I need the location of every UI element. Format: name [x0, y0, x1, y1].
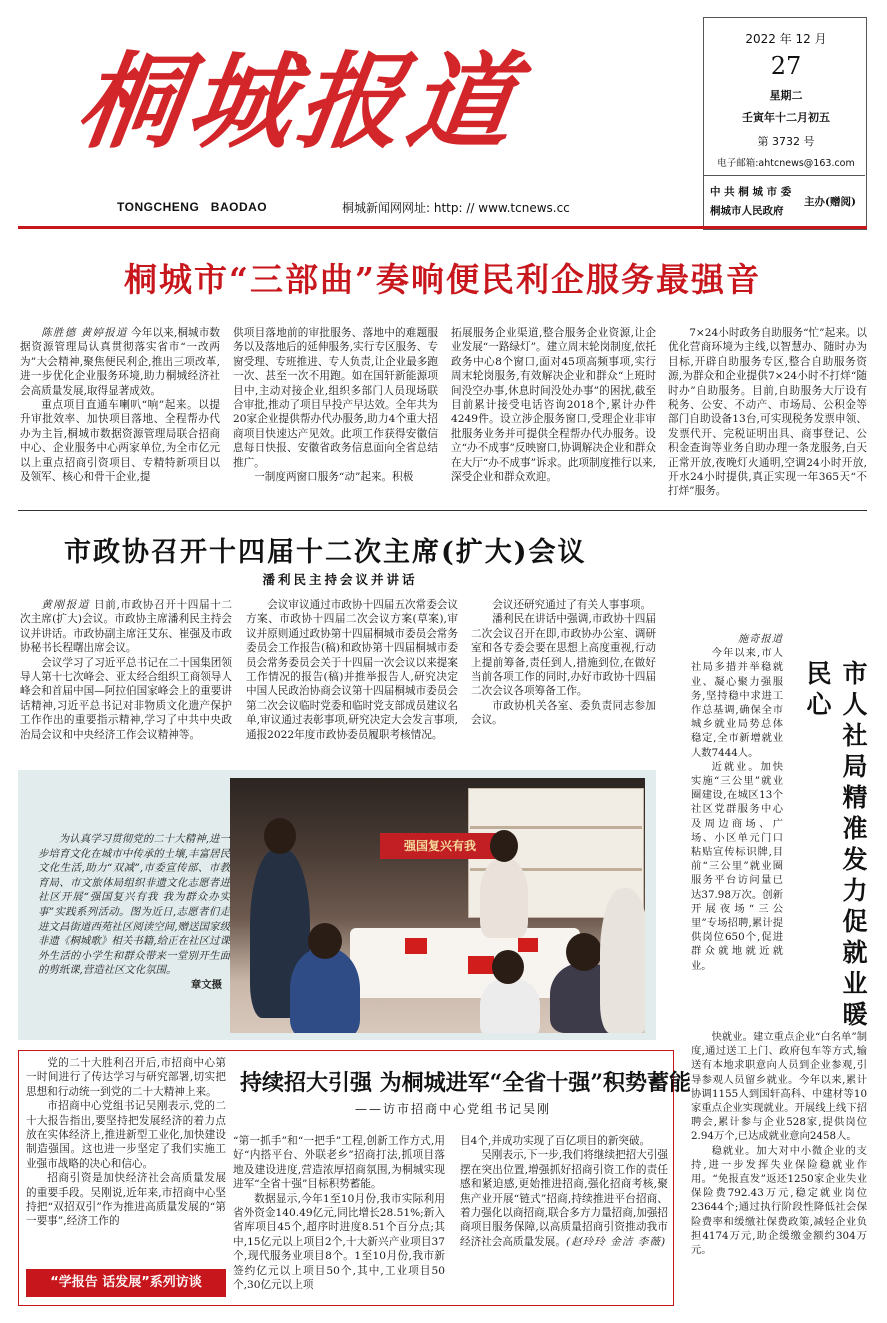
child-head: [566, 933, 602, 971]
article3-byline: 施奇报道: [737, 633, 783, 645]
photo-caption: [38, 832, 230, 993]
article2-para: 潘利民在讲话中强调,市政协十四届二次会议召开在即,市政协办公室、调研室和各专委会要在思想上高度重视,行动上提前筹备,责任到人,措施到位,在做好当前各项工作的同时,办好市政协十四届二次会议各项筹备工作。: [471, 613, 656, 698]
article2-col2: [246, 598, 458, 742]
article4-headline: 持续招大引强 为桐城进军“全省十强”积势蓄能: [240, 1070, 691, 1096]
article2-subhead: 潘利民主持会议并讲话: [262, 572, 418, 587]
photo-caption-text: 为认真学习贯彻党的二十大精神,进一步培育文化在城市中传承的土壤,丰富居民文化生活,助力“双减”,市委宣传部、市教育局、市文旅体局组织非遗文化志愿者进社区开展“强国复兴有我 我为群众办实事”实践系列活动。图为近日,志愿者们走进文昌街道西苑社区阅读空间,赠送国家级非遗《桐城歌》相关书籍,给正在社区过课外生活的小学生和群众带来一堂别开生面的剪纸课,营造社区文化氛围。: [38, 833, 230, 977]
date-lunar: 壬寅年十二月初五: [742, 111, 830, 124]
bookshelf-row: [470, 826, 642, 829]
adult-figure: [600, 888, 645, 1033]
article1-col1: [20, 326, 220, 484]
article4-para: 数据显示,今年1至10月份,我市实际利用省外资金140.49亿元,同比增长28.51%;新入省库项目45个,超序时进度8.51个百分点;其中,15亿元以上项目2个,十大新兴产业项目37个,现代服务业项目8个。1至10月份,我市新签约亿元以上项目50个,其中,工业项目50个,30亿元以上项: [233, 1192, 445, 1292]
article2-para: 会议还研究通过了有关人事事项。: [492, 599, 652, 611]
article3-para: 快就业。建立重点企业“白名单”制度,通过送工上门、政府包车等方式,输送有本地求职意向人员到企业参观,引导参观人员留乡就业。今年以来,累计协调1155人到国轩高科、中建材等10家重点企业实现就业。开展线上线下招聘会,累计参与企业528家,提供岗位2.94万个,已达成就业意向2458人。: [691, 1031, 867, 1143]
article4-subhead: ——访市招商中心党组书记吴刚: [355, 1102, 552, 1116]
article3-col-wide: [691, 1030, 867, 1257]
article4-para: 市招商中心党组书记吴刚表示,党的二十大报告指出,要坚持把发展经济的着力点放在实体经济上,推进新型工业化,加快建设制造强国。这也进一步坚定了我们实施工业强市战略的决心和信心。: [26, 1100, 226, 1170]
photo-box: [18, 770, 656, 1040]
article1-col4: [668, 326, 867, 499]
article1-col2: [233, 326, 438, 484]
volunteer-head: [490, 830, 518, 862]
volunteer-figure: [480, 858, 528, 938]
article1-para: 今年以来,桐城市数据资源管理局认真贯彻落实省市“一改两为”大会精神,聚焦便民利企,推出三项改革,进一步优化企业服务环境,助力桐城经济社会高质量发展,取得显著成效。: [20, 327, 221, 397]
article1-para: 供项目落地前的审批服务、落地中的难题服务以及落地后的延伸服务,实行专区服务、专窗受理、专班推进、专人负责,让企业最多跑一次、甚至一次不用跑。如在国轩新能源项目中,主动对接企业,组织多部门人员现场联合审批,推动了项目早投产早达效。全年共为20家企业提供帮办代办服务,助力4个重大招商项目快速达产见效。此项工作获得安徽信息每日快报、安徽省政务信息面向全省总结推广。: [233, 327, 438, 469]
article1-para: 拓展服务企业渠道,整合服务企业资源,让企业发展“一路绿灯”。建立周末轮岗制度,依托政务中心8个窗口,面对45项高频事项,实行周末轮岗服务,有效解决企业和群众“上班时间没空办事,休息时间没处办事”的困扰,截至目前累计接受电话咨询2018个,累计办件4249件。设立涉企服务窗口,受理企业非审批服务业务并可提供全程帮办代办服务。设立“办不成事”反映窗口,协调解决企业和群众在大厅“办不成事”诉求。此项制度推行以来,深受企业和群众欢迎。: [451, 327, 656, 484]
article4-col3: [460, 1134, 668, 1249]
website-url[interactable]: 桐城新闻网网址: http: // www.tcnews.cc: [342, 201, 570, 215]
article2-col3: [471, 598, 656, 728]
sponsor-suffix: 主办(赠阅): [804, 196, 856, 208]
article1-col3: [451, 326, 656, 484]
article2-headline: 市政协召开十四届十二次主席(扩大)会议: [64, 537, 587, 568]
article1-para: 重点项目直通车喇叭“响”起来。以提升审批效率、加快项目落地、全程帮办代办为主旨,桐城市数据资源管理局联合招商中心、企业服务中心两家单位,为全市亿元以上重点招商引资项目、专精特新项目以及领军、核心和骨干企业,提: [20, 399, 220, 484]
article4-para: “第一抓手”和“一把手”工程,创新工作方式,用好“内搭平台、外联老乡”招商打法,抓项目落地及建设进度,营造浓厚招商氛围,为桐城实现进军“全省十强”目标积势蓄能。: [233, 1135, 445, 1191]
date-year-month: 2022 年 12 月: [745, 32, 827, 46]
email[interactable]: 电子邮箱:ahtcnews@163.com: [717, 158, 855, 169]
red-papercut: [518, 938, 538, 952]
issue-number: 第 3732 号: [757, 135, 815, 148]
child-head: [308, 923, 342, 959]
masthead-title: 桐城报道: [70, 40, 528, 163]
activity-banner: 强国复兴有我: [380, 833, 500, 859]
date-box: [703, 17, 867, 230]
article1-byline: 陈胜德 黄婷报道: [41, 327, 128, 339]
sponsor-2: 桐城市人民政府: [710, 205, 784, 217]
sponsor-1: 中 共 桐 城 市 委: [710, 186, 792, 198]
article4-para: 目4个,并成功实现了百亿项目的新突破。: [460, 1135, 651, 1147]
article2-byline: 黄刚报道: [41, 599, 91, 611]
child-head: [492, 950, 524, 984]
article4-byline: (赵玲玲 金洁 李薇): [565, 1235, 667, 1248]
photo-credit: 章文摄: [190, 978, 222, 991]
date-box-divider: [704, 175, 865, 176]
child-figure: [290, 948, 360, 1033]
article4-para: 吴刚表示,下一步,我们将继续把招大引强摆在突出位置,增强抓好招商引资工作的责任感和紧迫感,更始推进招商,强化招商考核,聚焦产业开展“链式”招商,持续推进平台招商、着力强化以商招商,联合多方力量招商,加强招商项目服务保障,以高质量招商引资推动我市经济社会高质量发展。: [460, 1149, 669, 1248]
article2-col1: [20, 598, 232, 742]
article4-para: 党的二十大胜利召开后,市招商中心第一时间进行了传达学习与研究部署,切实把思想和行动统一到党的二十大精神上来。: [26, 1057, 226, 1098]
craft-table: [350, 928, 580, 998]
article1-para: 7×24小时政务自助服务“忙”起来。以优化营商环境为主线,以智慧办、随时办为目标,开辟自助服务专区,整合自助服务资源,为群众和企业提供7×24小时不打烊“随时办”自助服务。目前,自助服务大厅设有税务、公安、不动产、市场局、公积金等部门自助设备13台,可实现税务发票申领、发票代开、完税证明出具、商事登记、公积金查询等业务自助办理一条龙服务,白天正常开放,夜晚灯火通明,空调24小时开放,开水24小时提供,真正实现一年365天“不打烊”服务。: [668, 327, 867, 498]
section-divider: [18, 510, 867, 511]
red-papercut: [405, 938, 427, 954]
adult-head: [264, 818, 296, 854]
article3-para: 近就业。加快实施“三公里”就业圈建设,在城区13个社区党群服务中心及周边商场、广场、小区单元门口粘贴宣传标识牌,目前“三公里”就业圈服务平台访问量已达37.98万次。创新开展夜场“三公里”专场招聘,累计提供岗位650个,促进群众就地就近就业。: [691, 760, 783, 972]
masthead-rule: [18, 226, 867, 229]
masthead-pinyin: TONGCHENG BAODAO: [117, 200, 268, 214]
article1-headline: 桐城市“三部曲”奏响便民利企服务最强音: [124, 260, 761, 299]
article3-para: 稳就业。加大对中小微企业的支持,进一步发挥失业保险稳就业作用。“免报直发”返还1250家企业失业保险费792.43万元,稳定就业岗位23644个;通过执行阶段性降低社会保险费率和缓缴社保费政策,减轻企业负担4174万元,助企缓缴金额约304万元。: [691, 1144, 867, 1257]
child-figure: [480, 978, 540, 1033]
article2-para: 会议审议通过市政协十四届五次常委会议方案、市政协十四届二次会议方案(草案),审议并原则通过政协第十四届桐城市委员会常务委员会工作报告(稿)和政协第十四届桐城市委员会常务委员会关于十四届一次会议以来提案工作情况的报告(稿)并推举报告人,研究决定中国人民政治协商会议第十四届桐城市委员会第二次会议临时党委和临时党支部成员建议名单,审议通过表彰事项,研究决定大会发言事项,通报2022年度市政协委员履职考核情况。: [246, 599, 458, 741]
date-day: 27: [770, 52, 802, 80]
series-label: “学报告 话发展”系列访谈: [26, 1269, 226, 1297]
article1-para: 一制度两窗口服务“动”起来。积极: [254, 471, 414, 484]
article3-headline: 市人社局精准发力促就业暖民心: [803, 660, 868, 1032]
date-weekday: 星期二: [769, 89, 803, 102]
article4-col1: [26, 1056, 226, 1229]
article3-col: [691, 632, 783, 973]
photo-papercutting-class: [230, 778, 645, 1033]
red-papercut: [468, 956, 494, 974]
article2-para: 市政协机关各室、委负责同志参加会议。: [471, 699, 656, 727]
article2-para: 会议学习了习近平总书记在二十国集团领导人第十七次峰会、亚太经合组织工商领导人峰会和首届中国—阿拉伯国家峰会上的重要讲话精神,习近平总书记对非物质文化遗产保护工作作出的重要指示精神,学习了中共中央政治局会议和中央经济工作会议精神等。: [20, 656, 232, 741]
article2-para: 日前,市政协召开十四届十二次主席(扩大)会议。市政协主席潘利民主持会议并讲话。市政协副主席汪艾东、崔强及市政协秘书长程曙出席会议。: [20, 599, 233, 655]
article4-col2: [233, 1134, 445, 1292]
article3-para: 今年以来,市人社局多措并举稳就业、凝心聚力强服务,坚持稳中求进工作总基调,确保全市城乡就业局势总体稳定,全市新增就业人数7444人。: [691, 647, 783, 759]
article4-para: 招商引资是加快经济社会高质量发展的重要手段。吴刚说,近年来,市招商中心坚持把“双招双引”作为推进高质量发展的“第一要事”,经济工作的: [26, 1172, 226, 1228]
